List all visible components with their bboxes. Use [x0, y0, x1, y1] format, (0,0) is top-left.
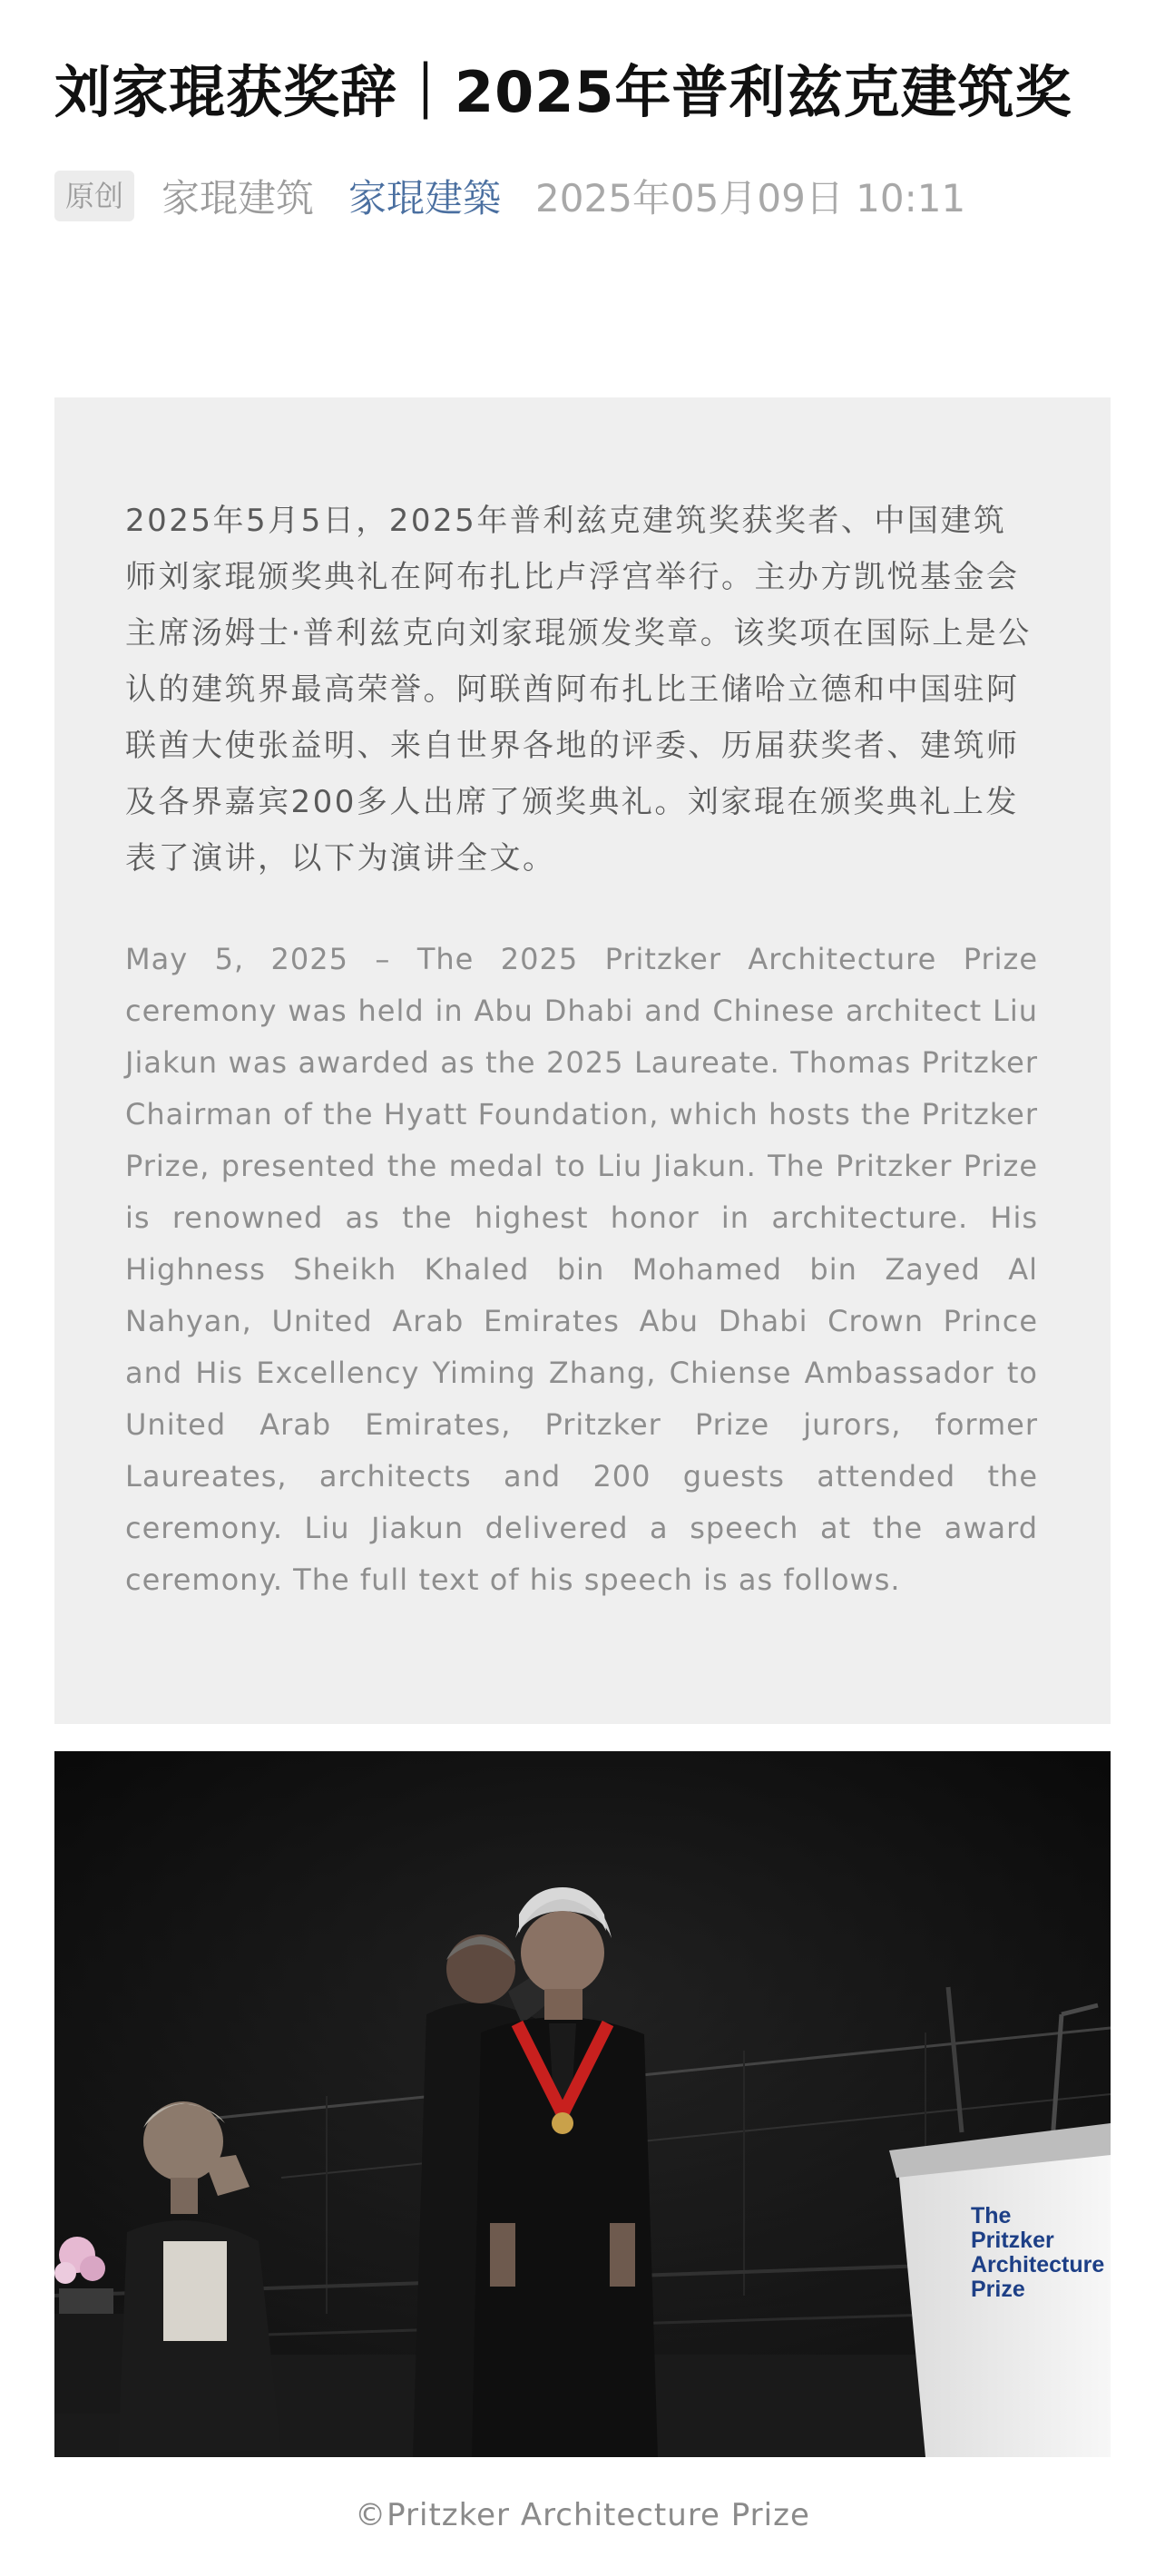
- podium-logo-line-4: Prize: [971, 2277, 1025, 2302]
- pritzker-podium: [889, 2123, 1111, 2457]
- podium-logo-line-3: Architecture: [971, 2252, 1105, 2277]
- account-name-link[interactable]: 家琨建築: [348, 176, 502, 220]
- podium-logo-line-2: Pritzker: [971, 2228, 1054, 2253]
- intro-english-text: May 5, 2025 – The 2025 Pritzker Architecture Prize ceremony was held in Abu Dhabi and Chinese architect Liu Jiakun was awarded as the 2025 Laureate. Thomas Pritzker Chairman of the Hyatt Foundation, which hosts the Pritzker Prize, presented the medal to Liu Jiakun. The Pritzker Prize is renowned as the highest honor in architecture. His Highness Sheikh Khaled bin Mohamed bin Zayed Al Nahyan, United Arab Emirates Abu Dhabi Crown Prince and His Excellency Yiming Zhang, Chiense Ambassador to United Arab Emirates, Pritzker Prize jurors, former Laureates, architects and 200 guests attended the ceremony. Liu Jiakun delivered a speech at the award ceremony. The full text of his speech is as follows.: [125, 942, 1038, 1597]
- podium-logo-line-1: The: [971, 2203, 1012, 2228]
- author-name: 家琨建筑: [162, 176, 315, 220]
- ceremony-photo-illustration: [54, 1751, 1111, 2457]
- photo-caption: ©Pritzker Architecture Prize: [355, 2497, 810, 2533]
- article-header: [54, 54, 1111, 223]
- intro-quote-box: [54, 397, 1111, 1724]
- intro-chinese-text: 2025年5月5日，2025年普利兹克建筑奖获奖者、中国建筑师刘家琨颁奖典礼在阿布扎比卢浮宫举行。主办方凯悦基金会主席汤姆士·普利兹克向刘家琨颁发奖章。该奖项在国际上是公认的建筑界最高荣誉。阿联酋阿布扎比王储哈立德和中国驻阿联酋大使张益明、来自世界各地的评委、历届获奖者、建筑师及各界嘉宾200多人出席了颁奖典礼。刘家琨在颁奖典礼上发表了演讲，以下为演讲全文。: [125, 503, 1032, 877]
- article-title: 刘家琨获奖辞｜2025年普利兹克建筑奖: [54, 59, 1072, 125]
- article-meta: [54, 169, 1111, 223]
- ceremony-photo[interactable]: [54, 1751, 1111, 2457]
- original-badge: 原创: [54, 171, 134, 221]
- medal: [552, 2112, 573, 2134]
- publish-time: 2025年05月09日 10:11: [535, 176, 966, 220]
